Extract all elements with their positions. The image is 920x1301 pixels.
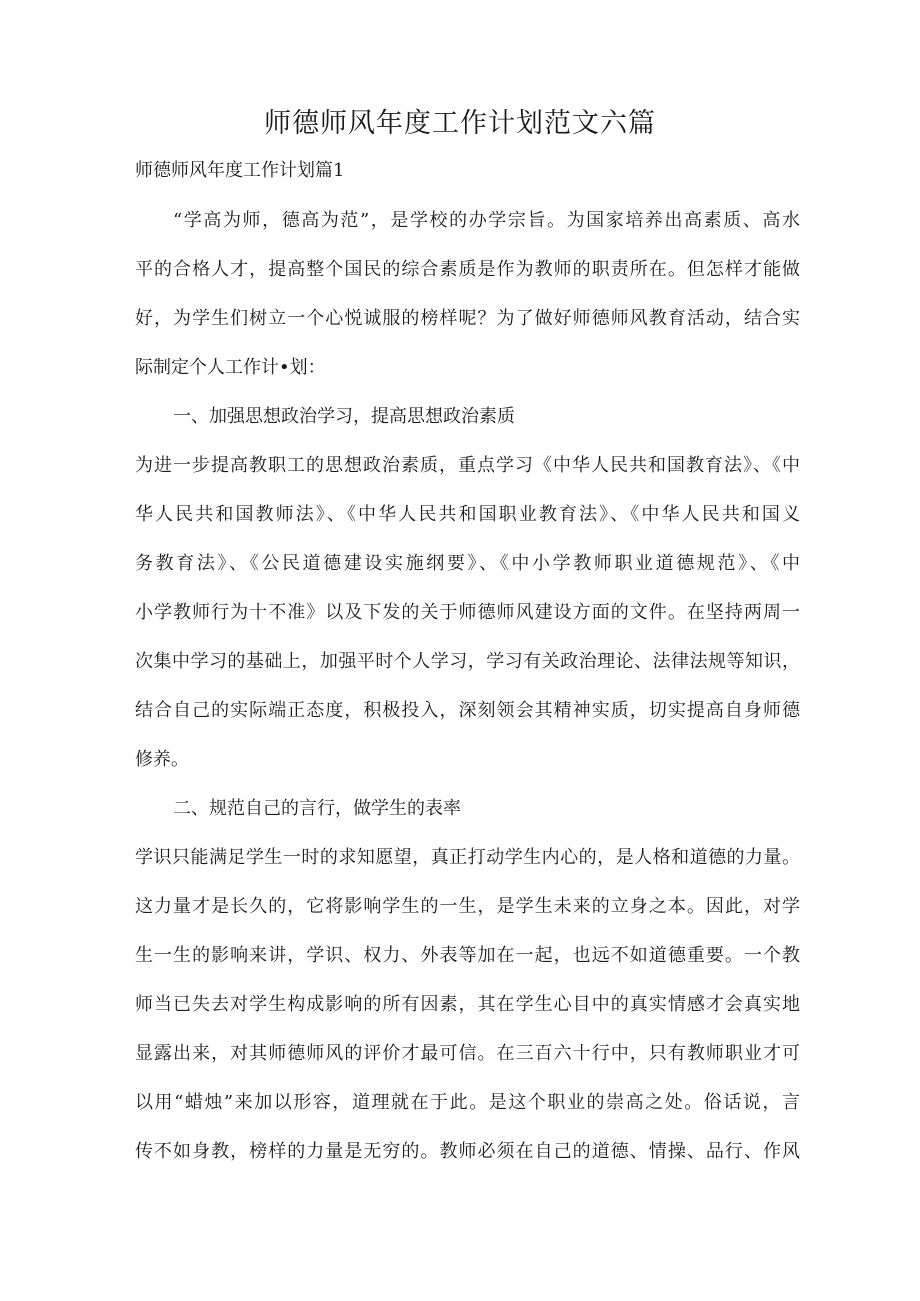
paragraph-line: 传不如身教，榜样的力量是无穷的。教师必须在自己的道德、情操、品行、作风 [135, 1141, 800, 1162]
paragraph-line: 结合自己的实际端正态度，积极投入，深刻领会其精神实质，切实提高自身师德 [135, 700, 800, 721]
document-title: 师德师风年度工作计划范文六篇 [264, 108, 656, 139]
paragraph-line: 好，为学生们树立一个心悦诚服的榜样呢？为了做好师德师风教育活动，结合实 [135, 308, 800, 329]
paragraph-line: 以用“蜡烛”来加以形容，道理就在于此。是这个职业的崇高之处。俗话说，言 [135, 1092, 800, 1113]
paragraph-line: 师当已失去对学生构成影响的所有因素，其在学生心目中的真实情感才会真实地 [135, 994, 800, 1015]
paragraph-line: 修养。 [135, 749, 189, 770]
paragraph-line: 际制定个人工作计•划： [135, 357, 326, 378]
paragraph-line: 次集中学习的基础上，加强平时个人学习，学习有关政治理论、法律法规等知识， [135, 651, 800, 672]
paragraph-line: 学识只能满足学生一时的求知愿望，真正打动学生内心的，是人格和道德的力量。 [135, 847, 800, 868]
article-subtitle: 师德师风年度工作计划篇1 [135, 160, 345, 181]
section-heading-1: 一、加强思想政治学习，提高思想政治素质 [173, 406, 515, 427]
section-heading-2: 二、规范自己的言行，做学生的表率 [173, 798, 461, 819]
paragraph-line: 华人民共和国教师法》、《中华人民共和国职业教育法》、《中华人民共和国义 [135, 504, 800, 525]
paragraph-line: 为进一步提高教职工的思想政治素质，重点学习《中华人民共和国教育法》、《中 [135, 455, 800, 476]
paragraph-line: 平的合格人才，提高整个国民的综合素质是作为教师的职责所在。但怎样才能做 [135, 259, 800, 280]
paragraph-line: 小学教师行为十不准》以及下发的关于师德师风建设方面的文件。在坚持两周一 [135, 602, 800, 623]
paragraph-line: “学高为师，德高为范”，是学校的办学宗旨。为国家培养出高素质、高水 [173, 210, 800, 231]
paragraph-line: 务教育法》、《公民道德建设实施纲要》、《中小学教师职业道德规范》、《中 [135, 553, 800, 574]
paragraph-line: 显露出来，对其师德师风的评价才最可信。在三百六十行中，只有教师职业才可 [135, 1043, 800, 1064]
paragraph-line: 生一生的影响来讲，学识、权力、外表等加在一起，也远不如道德重要。一个教 [135, 945, 800, 966]
paragraph-line: 这力量才是长久的，它将影响学生的一生，是学生未来的立身之本。因此，对学 [135, 896, 800, 917]
